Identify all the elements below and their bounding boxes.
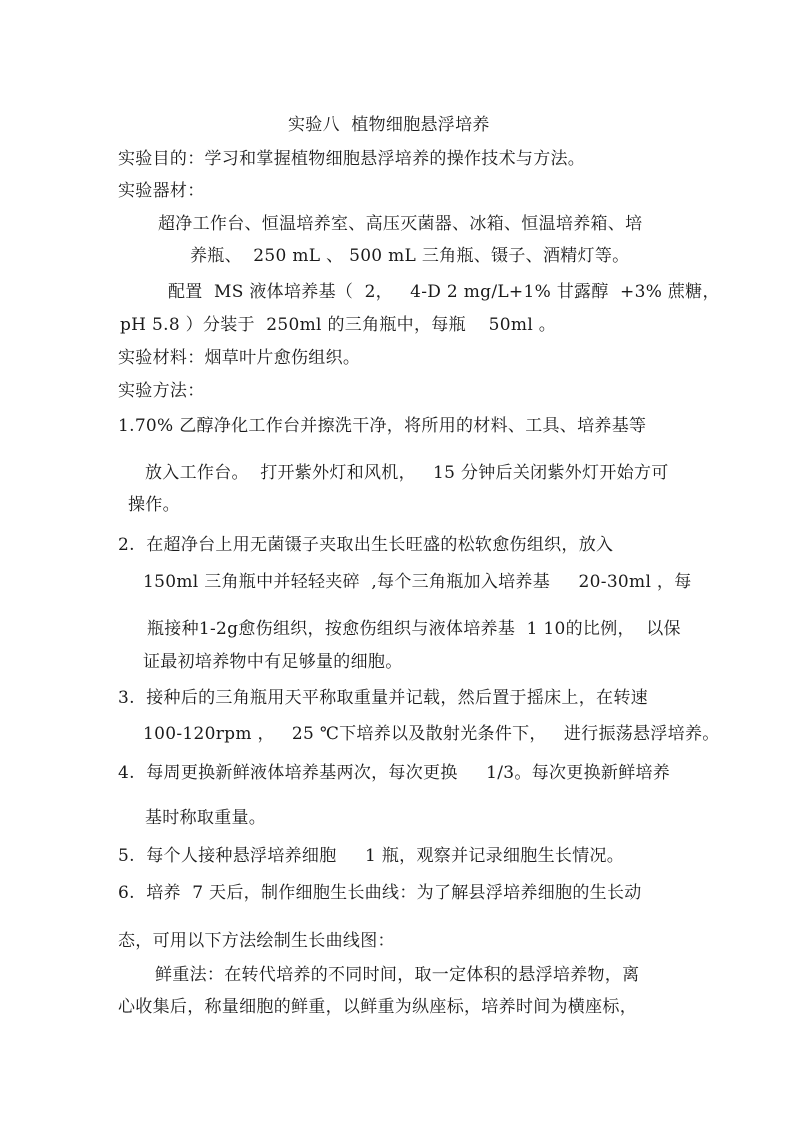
text-line: 操作。 [128,495,180,515]
text-line: 4. 每周更换新鲜液体培养基两次，每次更换 1/3。每次更换新鲜培养 [118,763,671,783]
text-line: 1.70% 乙醇净化工作台并擦洗干净，将所用的材料、工具、培养基等 [118,416,647,436]
text-line: 实验材料：烟草叶片愈伤组织。 [118,348,361,368]
document-title: 实验八 植物细胞悬浮培养 [288,115,490,135]
text-line: 心收集后，称量细胞的鲜重，以鲜重为纵座标，培养时间为横座标， [118,997,637,1017]
text-line: 实验器材： [118,181,205,201]
text-line: 3. 接种后的三角瓶用天平称取重量并记载，然后置于摇床上，在转速 [118,688,648,708]
text-line: 6. 培养 7 天后，制作细胞生长曲线：为了解县浮培养细胞的生长动 [118,883,642,903]
text-line: 养瓶、 250 mL 、 500 mL 三角瓶、镊子、酒精灯等。 [190,246,630,266]
text-line: 2. 在超净台上用无菌镊子夹取出生长旺盛的松软愈伤组织，放入 [118,535,614,555]
text-line: 放入工作台。 打开紫外灯和风机， 15 分钟后关闭紫外灯开始方可 [145,463,669,483]
text-line: 鲜重法：在转代培养的不同时间，取一定体积的悬浮培养物，离 [155,965,640,985]
text-line: 150ml 三角瓶中并轻轻夹碎 ,每个三角瓶加入培养基 20-30ml ，每 [143,572,692,592]
text-line: 实验方法： [118,381,205,401]
text-line: 证最初培养物中有足够量的细胞。 [143,652,403,672]
text-line: 5. 每个人接种悬浮培养细胞 1 瓶，观察并记录细胞生长情况。 [118,846,625,866]
text-line: 超净工作台、恒温培养室、高压灭菌器、冰箱、恒温培养箱、培 [158,214,643,234]
text-line: 态，可用以下方法绘制生长曲线图： [118,931,395,951]
text-line: pH 5.8 ）分装于 250ml 的三角瓶中，每瓶 50ml 。 [120,315,557,335]
text-line: 基时称取重量。 [145,808,267,828]
text-line: 瓶接种1-2g愈伤组织，按愈伤组织与液体培养基 1 10的比例， 以保 [147,619,681,639]
text-line: 配置 MS 液体培养基（ 2， 4-D 2 mg/L+1% 甘露醇 +3% 蔗糖， [168,282,720,302]
text-line: 100-120rpm ， 25 ℃下培养以及散射光条件下， 进行振荡悬浮培养。 [143,724,720,744]
text-line: 实验目的：学习和掌握植物细胞悬浮培养的操作技术与方法。 [118,149,586,169]
